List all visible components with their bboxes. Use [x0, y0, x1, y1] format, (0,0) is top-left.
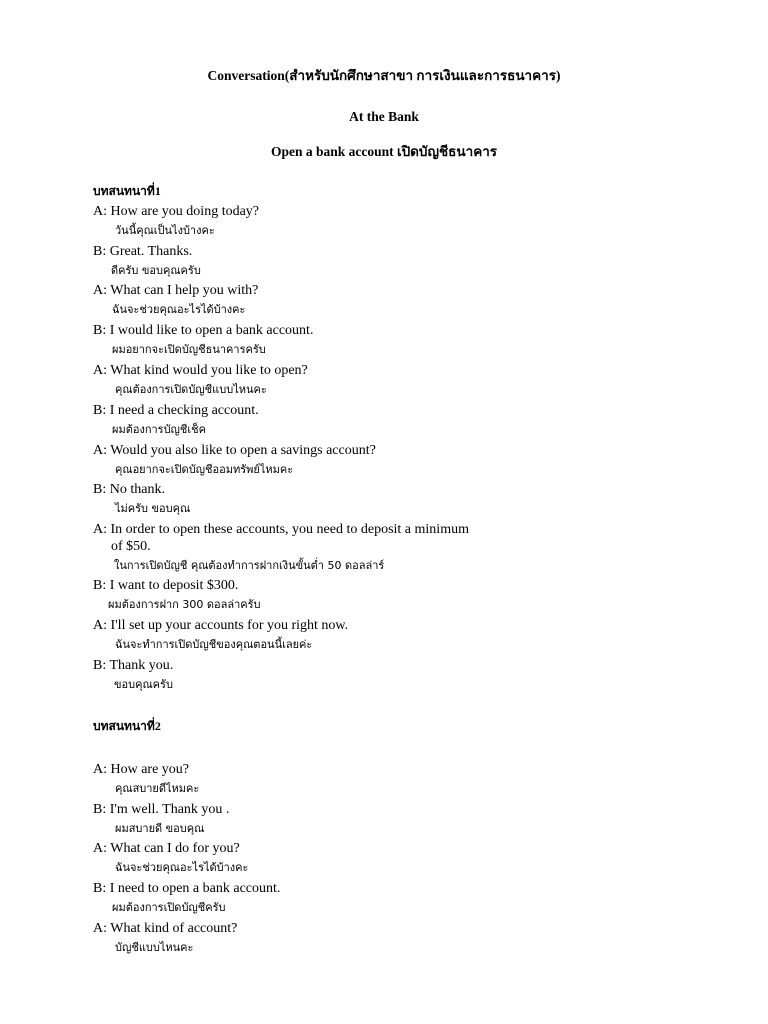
thai-translation: ผมอยากจะเปิดบัญชีธนาคารครับ: [112, 343, 266, 356]
thai-translation: ผมต้องการเปิดบัญชีครับ: [112, 901, 226, 914]
thai-translation: ไม่ครับ ขอบคุณ: [115, 502, 191, 515]
dialogue-line: A: In order to open these accounts, you need to deposit a minimum: [93, 522, 469, 537]
thai-translation: ผมต้องการบัญชีเช็ค: [112, 423, 206, 436]
dialogue-line: B: I would like to open a bank account.: [93, 323, 314, 338]
thai-translation: ผมสบายดี ขอบคุณ: [115, 822, 205, 835]
dialogue-line: A: I'll set up your accounts for you right now.: [93, 618, 349, 633]
dialogue-line: B: Thank you.: [93, 658, 174, 673]
dialogue-line: B: I need to open a bank account.: [93, 881, 281, 896]
thai-translation: ฉันจะทำการเปิดบัญชีของคุณตอนนี้เลยค่ะ: [115, 638, 313, 651]
thai-translation: บัญชีแบบไหนคะ: [115, 941, 194, 954]
dialogue-line: B: Great. Thanks.: [93, 244, 193, 259]
thai-translation: ในการเปิดบัญชี คุณต้องทำการฝากเงินขั้นต่ำ 50 ดอลล่าร์: [114, 559, 385, 572]
thai-translation: คุณสบายดีไหมคะ: [115, 782, 200, 795]
conversation-2-heading: บทสนทนาที่2: [93, 719, 161, 733]
dialogue-line: B: I'm well. Thank you .: [93, 802, 230, 817]
thai-translation: วันนี้คุณเป็นไงบ้างคะ: [115, 224, 215, 237]
dialogue-line: A: What kind of account?: [93, 921, 238, 936]
thai-translation: คุณอยากจะเปิดบัญชีออมทรัพย์ไหมคะ: [115, 463, 294, 476]
thai-translation: ฉันจะช่วยคุณอะไรได้บ้างคะ: [112, 303, 246, 316]
document-subtitle: At the Bank: [349, 109, 419, 124]
dialogue-line: B: I want to deposit $300.: [93, 578, 239, 593]
conversation-1-heading: บทสนทนาที่1: [93, 184, 161, 198]
thai-translation: ฉันจะช่วยคุณอะไรได้บ้างคะ: [115, 861, 249, 874]
thai-translation: คุณต้องการเปิดบัญชีแบบไหนคะ: [115, 383, 267, 396]
thai-translation: ขอบคุณครับ: [114, 678, 173, 691]
dialogue-line: A: What can I do for you?: [93, 841, 240, 856]
dialogue-line: A: Would you also like to open a savings account?: [93, 443, 376, 458]
dialogue-line: B: I need a checking account.: [93, 403, 259, 418]
document-title: Conversation(สำหรับนักศึกษาสาขา การเงินและการธนาคาร): [207, 68, 561, 83]
dialogue-line: A: What kind would you like to open?: [93, 363, 308, 378]
dialogue-line-continuation: of $50.: [111, 539, 151, 554]
thai-translation: ผมต้องการฝาก 300 ดอลล่าครับ: [108, 598, 261, 611]
thai-translation: ดีครับ ขอบคุณครับ: [111, 264, 201, 277]
dialogue-line: A: How are you?: [93, 762, 190, 777]
dialogue-line: B: No thank.: [93, 482, 165, 497]
topic-heading: Open a bank account เปิดบัญชีธนาคาร: [270, 144, 498, 159]
dialogue-line: A: How are you doing today?: [93, 204, 260, 219]
dialogue-line: A: What can I help you with?: [93, 283, 259, 298]
